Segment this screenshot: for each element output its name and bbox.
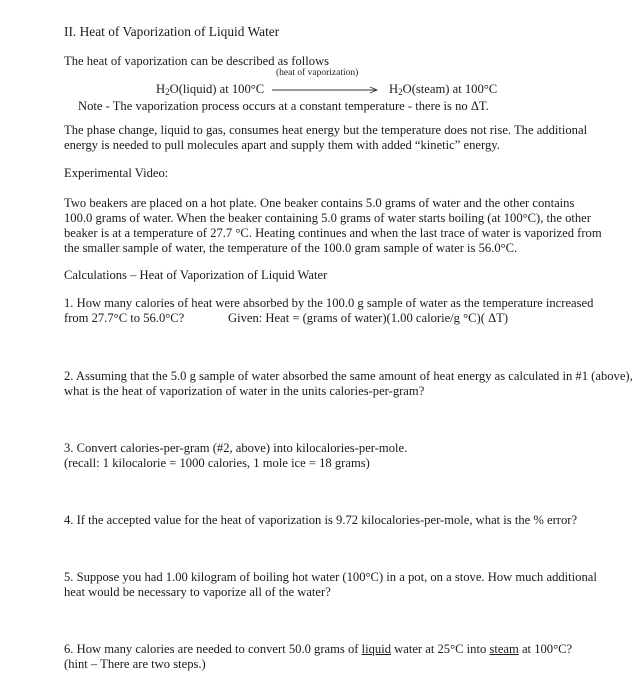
- question-5: 5. Suppose you had 1.00 kilogram of boiling hot water (100°C) in a pot, on a stove. How much additional heat would be necessary to vaporize all of the water?: [64, 570, 597, 599]
- section-title: II. Heat of Vaporization of Liquid Water: [64, 24, 280, 39]
- arrow-label: (heat of vaporization): [276, 68, 359, 78]
- question-2: 2. Assuming that the 5.0 g sample of water absorbed the same amount of heat energy as calculated in #1 (above), what is the heat of vaporization of water in the units calories-per-gram?: [64, 369, 633, 398]
- question-3-line-2: (recall: 1 kilocalorie = 1000 calories, 1 mole ice = 18 grams): [64, 456, 370, 470]
- question-4: 4. If the accepted value for the heat of vaporization is 9.72 kilocalories-per-mole, what is the % error?: [64, 513, 578, 527]
- reaction-arrow-icon: [272, 86, 380, 94]
- question-1-line-2: from 27.7°C to 56.0°C?: [64, 311, 185, 325]
- question-3-line-1: 3. Convert calories-per-gram (#2, above) into kilocalories-per-mole.: [64, 441, 408, 455]
- question-1-line-1: 1. How many calories of heat were absorbed by the 100.0 g sample of water as the temperature increased: [64, 296, 594, 310]
- question-6: [64, 642, 609, 672]
- question-1-given: Given: Heat = (grams of water)(1.00 calorie/g °C)( ΔT): [228, 311, 509, 325]
- video-description-paragraph: Two beakers are placed on a hot plate. One beaker contains 5.0 grams of water and the other contains 100.0 grams of water. When the beaker containing 5.0 grams of water starts boiling (at 100°C), the other beaker is at a temperature of 27.7 °C. Heating continues and when the last trace of water is vaporized from the smaller sample of water, the temperature of the 100.0 gram sample of water is 56.0°C.: [64, 196, 602, 255]
- intro-text: The heat of vaporization can be described as follows: [64, 54, 330, 68]
- note-text: Note - The vaporization process occurs at a constant temperature - there is no ΔT.: [78, 99, 489, 113]
- equation-reactant: $H_2O(liquid)$ at 100°C: [156, 82, 265, 97]
- phase-change-paragraph: The phase change, liquid to gas, consumes heat energy but the temperature does not rise. The additional energy is needed to pull molecules apart and supply them with added “kinetic” energy.: [64, 123, 588, 152]
- equation-product: $H_2O(steam)$ at 100°C: [389, 82, 498, 97]
- question-3: [64, 441, 624, 471]
- calculations-heading: Calculations – Heat of Vaporization of Liquid Water: [64, 268, 328, 282]
- question-6-line-1: 6. How many calories are needed to convert 50.0 grams of liquid water at 25°C into steam at 100°C?: [64, 642, 573, 656]
- experimental-heading: Experimental Video:: [64, 166, 169, 180]
- steam-underlined: steam: [489, 642, 519, 656]
- question-6-hint: (hint – There are two steps.): [64, 657, 206, 671]
- liquid-underlined: liquid: [361, 642, 391, 656]
